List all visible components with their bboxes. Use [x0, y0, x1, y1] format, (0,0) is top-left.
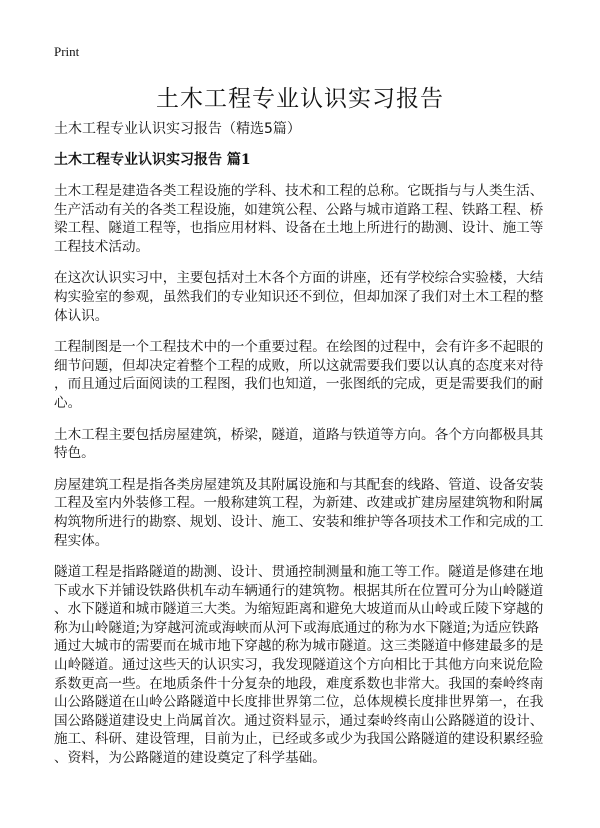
paragraph-line: 心。 [54, 394, 82, 411]
section-heading: 土木工程专业认识实习报告 篇1 [54, 152, 251, 168]
paragraph-line: 山公路隧道在山岭公路隧道中长度排世界第二位，总体规模长度排世界第一，在我 [54, 694, 544, 711]
paragraph-line: 称为山岭隧道;为穿越河流或海峡而从河下或海底通过的称为水下隧道;为适应铁路 [54, 619, 539, 636]
paragraph-line: 在这次认识实习中，主要包括对土木各个方面的讲座，还有学校综合实验楼，大结 [54, 270, 544, 287]
print-link[interactable]: Print [54, 44, 80, 59]
paragraph-line: ，而且通过后面阅读的工程图，我们也知道，一张图纸的完成，更是需要我们的耐 [54, 376, 544, 393]
paragraph-line: 构筑物所进行的勘察、规划、设计、施工、安装和维护等各项技术工作和完成的工 [54, 513, 544, 530]
paragraphs [54, 182, 554, 768]
paragraph-line: 生产活动有关的各类工程设施，如建筑公程、公路与城市道路工程、铁路工程、桥 [54, 201, 544, 218]
paragraph-line: 体认识。 [54, 307, 109, 324]
paragraph [54, 338, 554, 412]
paragraph [54, 182, 554, 256]
paragraph-line: 下或水下并铺设铁路供机车动车辆通行的建筑物。根据其所在位置可分为山岭隧道 [54, 582, 544, 599]
paragraph [54, 563, 554, 768]
page-title: 土木工程专业认识实习报告 [156, 86, 444, 112]
document-body [54, 120, 554, 781]
paragraph-line: 构实验室的参观，虽然我们的专业知识还不到位，但却加深了我们对土木工程的整 [54, 288, 544, 305]
paragraph-line: 、资料，为公路隧道的建设奠定了科学基础。 [54, 750, 326, 767]
paragraph-line: 国公路隧道建设史上尚属首次。通过资料显示，通过秦岭终南山公路隧道的设计、 [54, 712, 544, 729]
subtitle: 土木工程专业认识实习报告（精选5篇） [54, 121, 301, 137]
paragraph-line: 房屋建筑工程是指各类房屋建筑及其附属设施和与其配套的线路、管道、设备安装 [54, 476, 544, 493]
paragraph-line: 程实体。 [54, 532, 109, 549]
paragraph [54, 426, 554, 463]
paragraph-line: 特色。 [54, 445, 95, 462]
paragraph-line: 、水下隧道和城市隧道三大类。为缩短距离和避免大坡道而从山岭或丘陵下穿越的 [54, 601, 544, 618]
paragraph-line: 梁工程、隧道工程等，也指应用材料、设备在土地上所进行的勘测、设计、施工等 [54, 220, 544, 237]
paragraph-line: 山岭隧道。通过这些天的认识实习，我发现隧道这个方向相比于其他方向来说危险 [54, 657, 544, 674]
paragraph-line: 工程及室内外装修工程。一般称建筑工程，为新建、改建或扩建房屋建筑物和附属 [54, 495, 544, 512]
paragraph-line: 隧道工程是指路隧道的勘测、设计、贯通控制测量和施工等工作。隧道是修建在地 [54, 564, 544, 581]
paragraph [54, 269, 554, 325]
paragraph-line: 细节问题，但却决定着整个工程的成败，所以这就需要我们要以认真的态度来对待 [54, 357, 544, 374]
paragraph-line: 土木工程主要包括房屋建筑，桥梁，隧道，道路与铁道等方向。各个方向都极具其 [54, 426, 544, 443]
paragraph-line: 施工、科研、建设管理，目前为止，已经或多或少为我国公路隧道的建设积累经验 [54, 731, 544, 748]
paragraph-line: 工程制图是一个工程技术中的一个重要过程。在绘图的过程中，会有许多不起眼的 [54, 339, 544, 356]
paragraph-line: 工程技术活动。 [54, 238, 150, 255]
paragraph-line: 土木工程是建造各类工程设施的学科、技术和工程的总称。它既指与与人类生活、 [54, 183, 544, 199]
paragraph-line: 系数更高一些。在地质条件十分复杂的地段，难度系数也非常大。我国的秦岭终南 [54, 675, 544, 692]
paragraph [54, 476, 554, 550]
paragraph-line: 通过大城市的需要而在城市地下穿越的称为城市隧道。这三类隧道中修建最多的是 [54, 638, 544, 655]
